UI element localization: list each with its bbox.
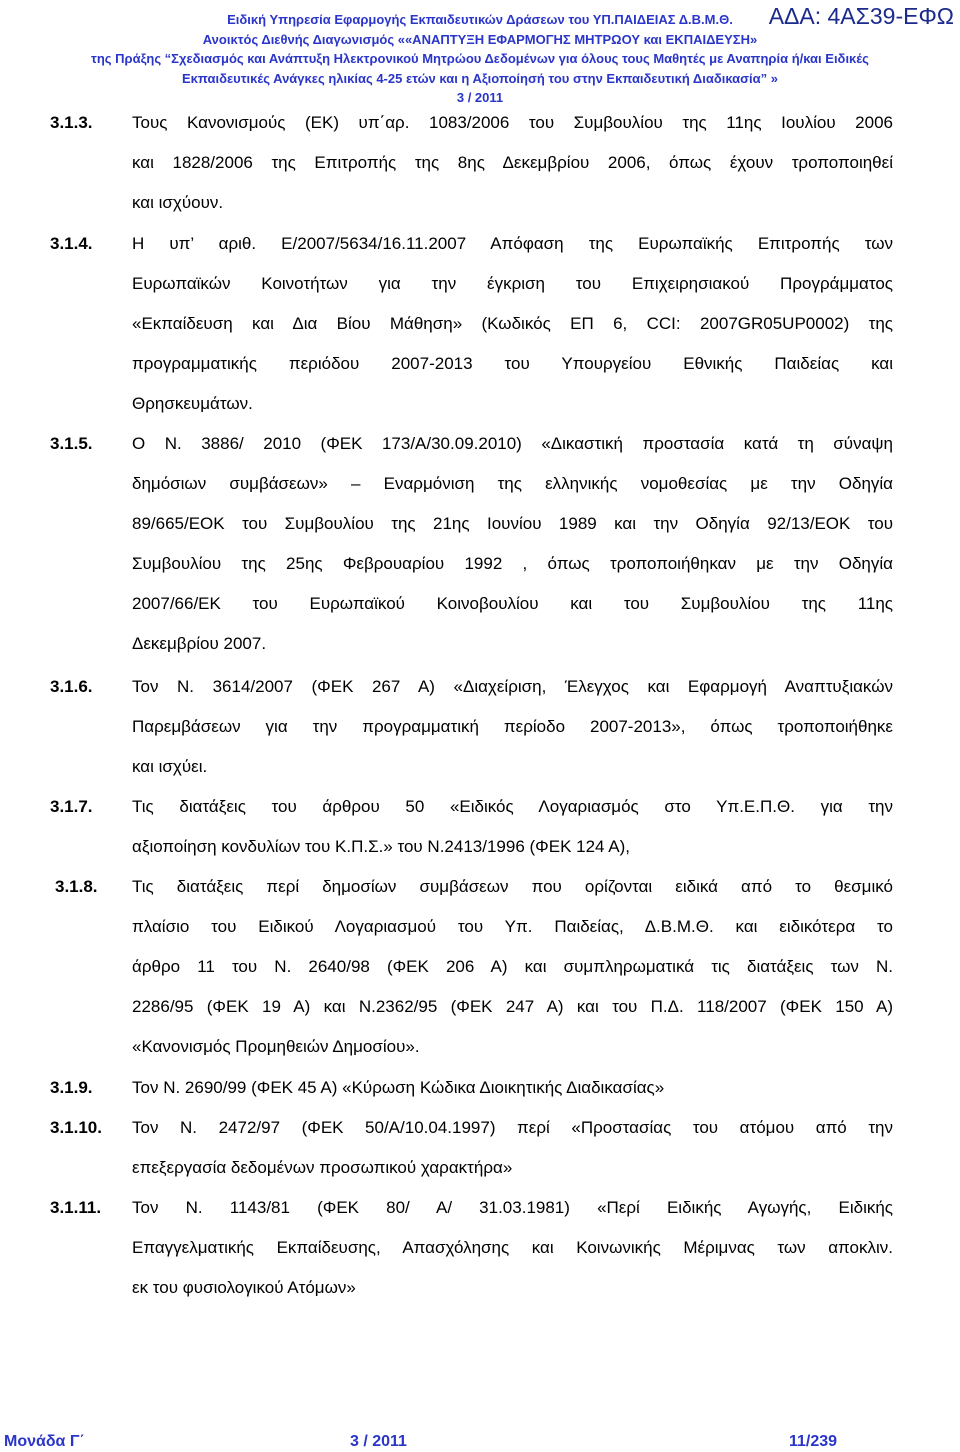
item-line: επεξεργασία δεδομένων προσωπικού χαρακτήρα» [132, 1158, 513, 1177]
item-line: «Κανονισμός Προμηθειών Δημοσίου». [132, 1037, 420, 1056]
item-line: Τον Ν. 1143/81 (ΦΕΚ 80/ Α/ 31.03.1981) «Περί Ειδικής Αγωγής, Ειδικής [132, 1198, 893, 1217]
item-line: αξιοποίηση κονδυλίων του Κ.Π.Σ.» του Ν.2413/1996 (ΦΕΚ 124 Α), [132, 837, 631, 856]
item-line: 2007/66/ΕΚ του Ευρωπαϊκού Κοινοβουλίου και του Συμβουλίου της 11ης [132, 594, 893, 613]
item-line: Τις διατάξεις περί δημοσίων συμβάσεων που ορίζονται ειδικά από το θεσμικό [132, 877, 893, 896]
item-line: Τις διατάξεις του άρθρου 50 «Ειδικός Λογαριασμός στο Υπ.Ε.Π.Θ. για την [132, 797, 893, 816]
item-line: «Εκπαίδευση και Δια Βίου Μάθηση» (Κωδικός ΕΠ 6, CCI: 2007GR05UP0002) της [132, 314, 893, 333]
item-line: Δεκεμβρίου 2007. [132, 634, 267, 653]
item-line: Τον Ν. 2690/99 (ΦΕΚ 45 Α) «Κύρωση Κώδικα Διοικητικής Διαδικασίας» [132, 1078, 665, 1097]
page-number: 11/239 [789, 1433, 838, 1450]
footer-unit: Μονάδα Γ΄ [4, 1433, 85, 1450]
item-number: 3.1.3. [50, 113, 93, 132]
item-line: εκ του φυσιολογικού Ατόμων» [132, 1278, 356, 1297]
item-line: 89/665/ΕΟΚ του Συμβουλίου της 21ης Ιουνίου 1989 και την Οδηγία 92/13/ΕΟΚ του [132, 514, 893, 533]
item-line: Παρεμβάσεων για την προγραμματική περίοδο 2007-2013», όπως τροποποιήθηκε [132, 717, 893, 736]
footer-issue: 3 / 2011 [350, 1433, 407, 1450]
item-number: 3.1.8. [55, 877, 98, 896]
item-number: 3.1.10. [50, 1118, 102, 1137]
header-line-2: Ανοικτός Διεθνής Διαγωνισμός ««ΑΝΑΠΤΥΞΗ ΕΦΑΡΜΟΓΗΣ ΜΗΤΡΩΟΥ και ΕΚΠΑΙΔΕΥΣΗ» [202, 31, 758, 47]
item-line: Ευρωπαϊκών Κοινοτήτων για την έγκριση του Επιχειρησιακού Προγράμματος [132, 274, 893, 293]
item-line: προγραμματικής περιόδου 2007-2013 του Υπουργείου Εθνικής Παιδείας και [132, 354, 893, 373]
header-line-1: Ειδική Υπηρεσία Εφαρμογής Εκπαιδευτικών Δράσεων του ΥΠ.ΠΑΙΔΕΙΑΣ Δ.Β.Μ.Θ. [227, 12, 733, 27]
page-footer [0, 1432, 960, 1452]
item-line: Επαγγελματικής Εκπαίδευσης, Απασχόλησης και Κοινωνικής Μέριμνας των αποκλιν. [132, 1238, 893, 1257]
item-line: και ισχύει. [132, 757, 208, 776]
item-number: 3.1.6. [50, 677, 93, 696]
item-line: και ισχύουν. [132, 193, 224, 212]
item-line: Η υπ’ αριθ. Ε/2007/5634/16.11.2007 Απόφαση της Ευρωπαϊκής Επιτροπής των [132, 234, 893, 253]
item-line: 2286/95 (ΦΕΚ 19 Α) και Ν.2362/95 (ΦΕΚ 247 Α) και του Π.Δ. 118/2007 (ΦΕΚ 150 Α) [132, 997, 893, 1016]
item-number: 3.1.7. [50, 797, 93, 816]
item-line: Τους Κανονισμούς (ΕΚ) υπ΄αρ. 1083/2006 του Συμβουλίου της 11ης Ιουλίου 2006 [132, 113, 893, 132]
item-number: 3.1.5. [50, 434, 93, 453]
item-number: 3.1.9. [50, 1078, 93, 1097]
item-number: 3.1.4. [50, 234, 93, 253]
item-line: Τον Ν. 3614/2007 (ΦΕΚ 267 Α) «Διαχείριση, Έλεγχος και Εφαρμογή Αναπτυξιακών [132, 677, 893, 696]
item-line: δημόσιων συμβάσεων» – Εναρμόνιση της ελληνικής νομοθεσίας με την Οδηγία [132, 474, 893, 493]
ada-code: ΑΔΑ: 4ΑΣ39-ΕΦΩ [768, 3, 954, 29]
item-line: Ο Ν. 3886/ 2010 (ΦΕΚ 173/Α/30.09.2010) «Δικαστική προστασία κατά τη σύναψη [132, 434, 893, 453]
item-number: 3.1.11. [50, 1198, 102, 1217]
item-line: Τον Ν. 2472/97 (ΦΕΚ 50/Α/10.04.1997) περί «Προστασίας του ατόμου από την [132, 1118, 893, 1137]
item-line: Θρησκευμάτων. [132, 394, 253, 413]
item-line: και 1828/2006 της Επιτροπής της 8ης Δεκεμβρίου 2006, όπως έχουν τροποποιηθεί [132, 153, 893, 172]
item-line: άρθρο 11 του Ν. 2640/98 (ΦΕΚ 206 Α) και συμπληρωματικά τις διατάξεις των Ν. [132, 957, 893, 976]
item-line: πλαίσιο του Ειδικού Λογαριασμού του Υπ. Παιδείας, Δ.Β.Μ.Θ. και ειδικότερα το [132, 917, 893, 936]
item-line: Συμβουλίου της 25ης Φεβρουαρίου 1992 , όπως τροποποιήθηκαν με την Οδηγία [132, 554, 893, 573]
header-line-3: της Πράξης “Σχεδιασμός και Ανάπτυξη Ηλεκτρονικού Μητρώου Δεδομένων για όλους τους Μαθητές με Αναπηρία ή/και Ειδικές [91, 51, 869, 66]
header-line-4: Εκπαιδευτικές Ανάγκες ηλικίας 4-25 ετών και η Αξιοποίησή του στην Εκπαιδευτική Διαδικασία” » [182, 70, 778, 86]
header-line-5: 3 / 2011 [456, 90, 504, 105]
